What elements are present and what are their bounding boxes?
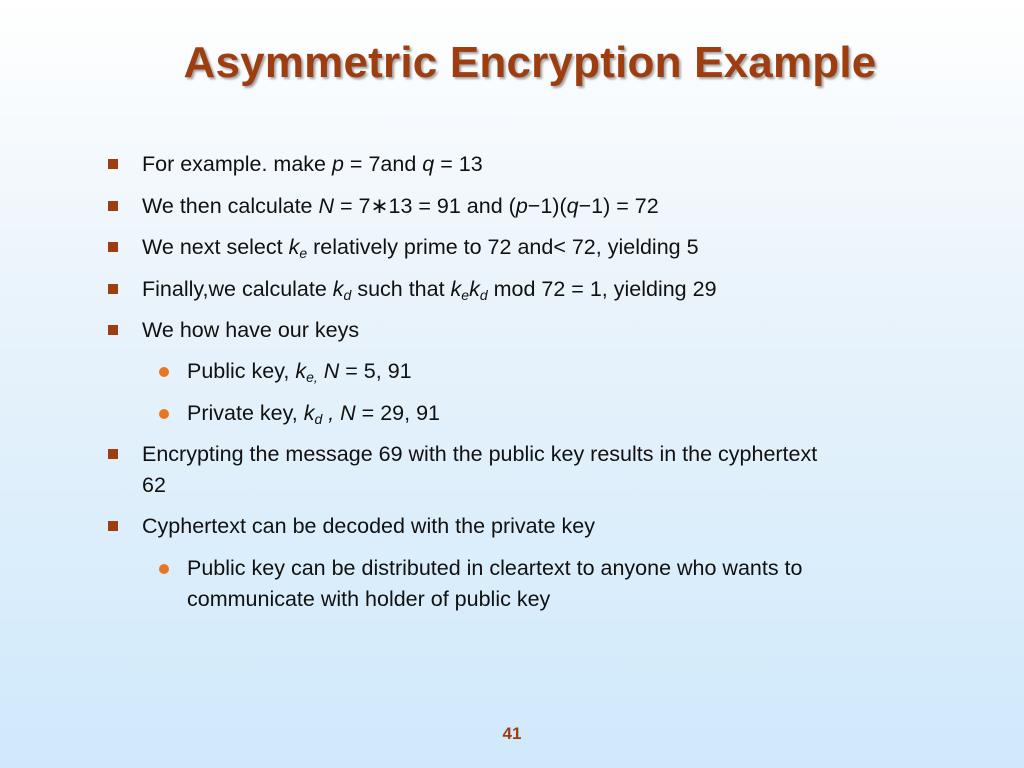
text: We next select	[142, 235, 289, 259]
square-bullet-icon	[108, 449, 118, 459]
slide-title: Asymmetric Encryption Example	[183, 38, 877, 87]
var-k: k	[469, 277, 480, 301]
text: We how have our keys	[142, 318, 360, 342]
text: = 7∗13 = 91 and (	[334, 194, 516, 218]
text: = 13	[434, 152, 483, 176]
subscript: d	[343, 287, 352, 303]
subscript: e	[461, 287, 470, 303]
bullet-item	[142, 149, 902, 180]
text: such that	[351, 277, 451, 301]
text: = 5, 91	[339, 359, 412, 383]
text: Encrypting the message 69 with the public key results in the cyphertext 62	[142, 442, 818, 497]
text: For example. make	[142, 152, 332, 176]
var-p: p	[331, 152, 344, 176]
var-q: q	[422, 152, 435, 176]
square-bullet-icon	[108, 521, 118, 531]
var-k: k	[303, 401, 315, 425]
page-number: 41	[502, 724, 522, 743]
text: −1) = 72	[578, 194, 659, 218]
text: Public key,	[187, 359, 296, 383]
text: Private key,	[187, 401, 304, 425]
var-q: q	[566, 194, 579, 218]
text: = 7and	[343, 152, 423, 176]
text: Cyphertext can be decoded with the private key	[142, 514, 595, 538]
var-k: k	[450, 277, 462, 301]
bullet-item	[142, 315, 902, 346]
var-N: N	[340, 401, 356, 425]
subscript: d	[479, 287, 488, 303]
subscript: d	[314, 411, 323, 427]
text: = 29, 91	[355, 401, 440, 425]
text: ,	[322, 401, 341, 425]
sub-bullet-item	[187, 356, 917, 387]
round-bullet-icon	[159, 409, 169, 419]
var-k: k	[332, 277, 344, 301]
bullet-item	[142, 274, 902, 305]
var-k: k	[288, 235, 300, 259]
round-bullet-icon	[159, 564, 169, 574]
subscript: e	[299, 245, 308, 261]
round-bullet-icon	[159, 367, 169, 377]
bullet-item	[142, 439, 842, 501]
square-bullet-icon	[108, 159, 118, 169]
text: −1)(	[527, 194, 567, 218]
text: Public key can be distributed in cleartext to anyone who wants to communicate with holder of public key	[187, 556, 803, 611]
text: relatively prime to 72 and< 72, yielding 5	[307, 235, 699, 259]
text: Finally,we calculate	[142, 277, 333, 301]
sub-bullet-item	[187, 553, 899, 615]
bullet-item	[142, 511, 902, 542]
subscript: e,	[306, 369, 318, 385]
text: We then calculate	[142, 194, 319, 218]
sub-bullet-item	[187, 398, 917, 429]
var-N: N	[318, 194, 335, 218]
var-N: N	[323, 359, 340, 383]
bullet-item	[142, 232, 902, 263]
square-bullet-icon	[108, 201, 118, 211]
var-p: p	[515, 194, 528, 218]
square-bullet-icon	[108, 284, 118, 294]
square-bullet-icon	[108, 242, 118, 252]
var-k: k	[295, 359, 307, 383]
bullet-item	[142, 191, 902, 222]
text: mod 72 = 1, yielding 29	[487, 277, 717, 301]
square-bullet-icon	[108, 325, 118, 335]
